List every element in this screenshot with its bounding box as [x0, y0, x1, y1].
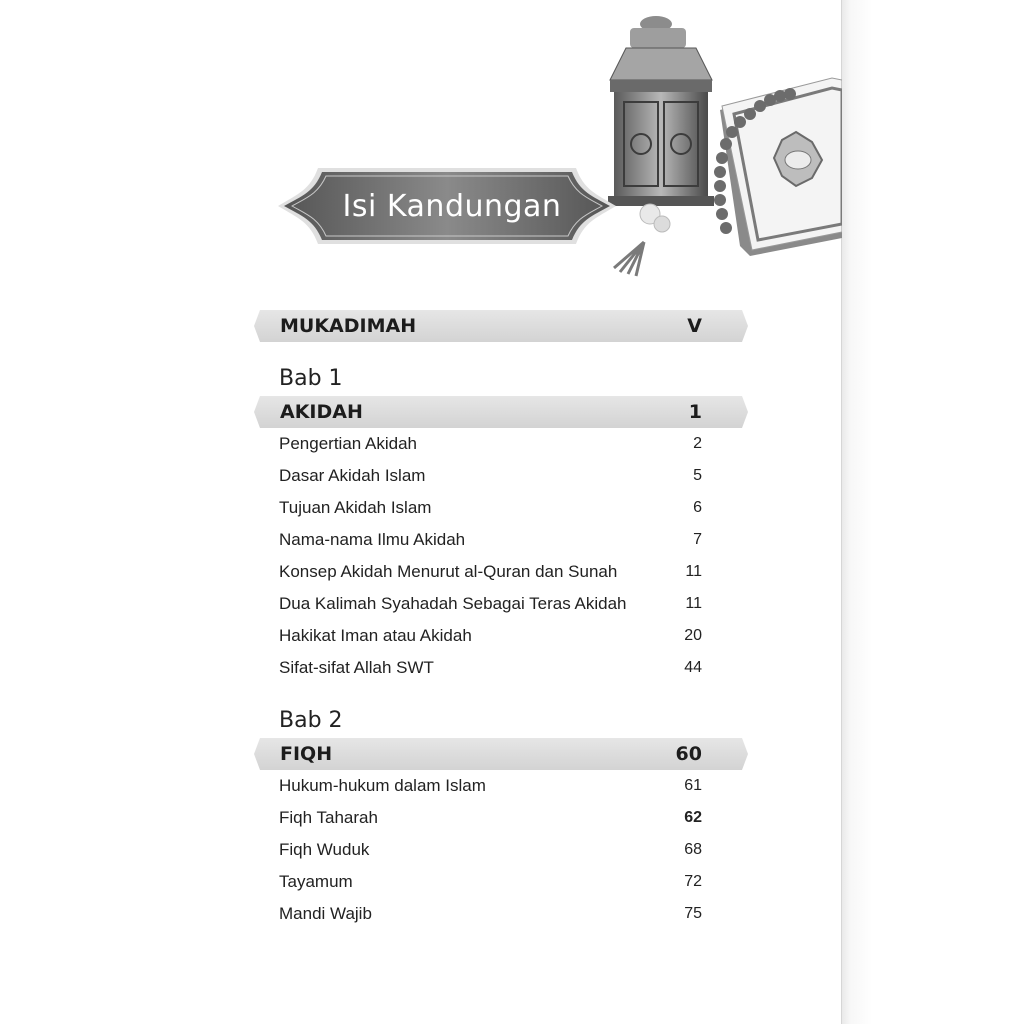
- toc-entry[interactable]: [254, 866, 748, 898]
- toc-entry-label: Mandi Wajib: [279, 904, 372, 923]
- toc-entry-page: 5: [693, 467, 702, 484]
- mukadimah-label: MUKADIMAH: [280, 315, 417, 337]
- toc-entry[interactable]: [254, 652, 748, 684]
- toc-entry-label: Konsep Akidah Menurut al-Quran dan Sunah: [279, 562, 618, 581]
- toc-entry-page: 61: [684, 777, 702, 794]
- toc-entry[interactable]: [254, 770, 748, 802]
- toc-entry-page: 11: [685, 595, 702, 612]
- toc-entry-page: 44: [684, 659, 702, 676]
- toc-entry-page: 62: [684, 809, 702, 826]
- toc-entry-label: Hakikat Iman atau Akidah: [279, 626, 472, 645]
- toc-entry-page: 75: [684, 905, 702, 922]
- toc-entry-page: 11: [685, 563, 702, 580]
- chapter-title: AKIDAH: [280, 401, 363, 423]
- toc-entry-label: Hukum-hukum dalam Islam: [279, 776, 486, 795]
- chapter-page: 60: [675, 743, 702, 765]
- toc-entry-label: Nama-nama Ilmu Akidah: [279, 530, 466, 549]
- page-margin-shadow: [842, 0, 1024, 1024]
- title-banner: [278, 164, 616, 248]
- toc-entry-label: Dasar Akidah Islam: [279, 466, 426, 485]
- toc-entry-page: 6: [693, 499, 702, 516]
- toc-entry-page: 2: [693, 435, 702, 452]
- toc-entry-page: 20: [684, 627, 702, 644]
- toc-entry[interactable]: [254, 492, 748, 524]
- toc-entry[interactable]: [254, 834, 748, 866]
- page-title: Isi Kandungan: [342, 188, 562, 224]
- toc-entry-page: 7: [693, 531, 702, 548]
- toc-entry-label: Tayamum: [279, 872, 353, 891]
- toc-entry-page: 68: [684, 841, 702, 858]
- toc-entry[interactable]: [254, 556, 748, 588]
- toc-entry[interactable]: [254, 802, 748, 834]
- toc-entry-label: Dua Kalimah Syahadah Sebagai Teras Akidah: [279, 594, 627, 613]
- chapter-bar-akidah[interactable]: [254, 396, 748, 428]
- mukadimah-bar[interactable]: [254, 310, 748, 342]
- toc-entry[interactable]: [254, 428, 748, 460]
- toc-entry-label: Tujuan Akidah Islam: [279, 498, 432, 517]
- toc-entry[interactable]: [254, 460, 748, 492]
- chapter-page: 1: [688, 401, 702, 423]
- quran-book-icon: [720, 78, 842, 256]
- toc-entry-label: Sifat-sifat Allah SWT: [279, 658, 434, 677]
- chapter-title: FIQH: [280, 743, 333, 765]
- toc-entry-label: Fiqh Wuduk: [279, 840, 370, 859]
- toc-entry-label: Pengertian Akidah: [279, 434, 417, 453]
- chapter-bar-fiqh[interactable]: [254, 738, 748, 770]
- toc-entry-label: Fiqh Taharah: [279, 808, 378, 827]
- toc-entry[interactable]: [254, 524, 748, 556]
- chapter-number: Bab 1: [279, 366, 343, 391]
- lantern-icon: [608, 16, 714, 206]
- mukadimah-page: V: [687, 315, 702, 337]
- toc-entry-page: 72: [684, 873, 702, 890]
- chapter-number: Bab 2: [279, 708, 343, 733]
- lantern-quran-illustration: [600, 10, 842, 280]
- toc-entry[interactable]: [254, 898, 748, 930]
- table-of-contents: [254, 310, 748, 930]
- toc-entry[interactable]: [254, 588, 748, 620]
- toc-entry[interactable]: [254, 620, 748, 652]
